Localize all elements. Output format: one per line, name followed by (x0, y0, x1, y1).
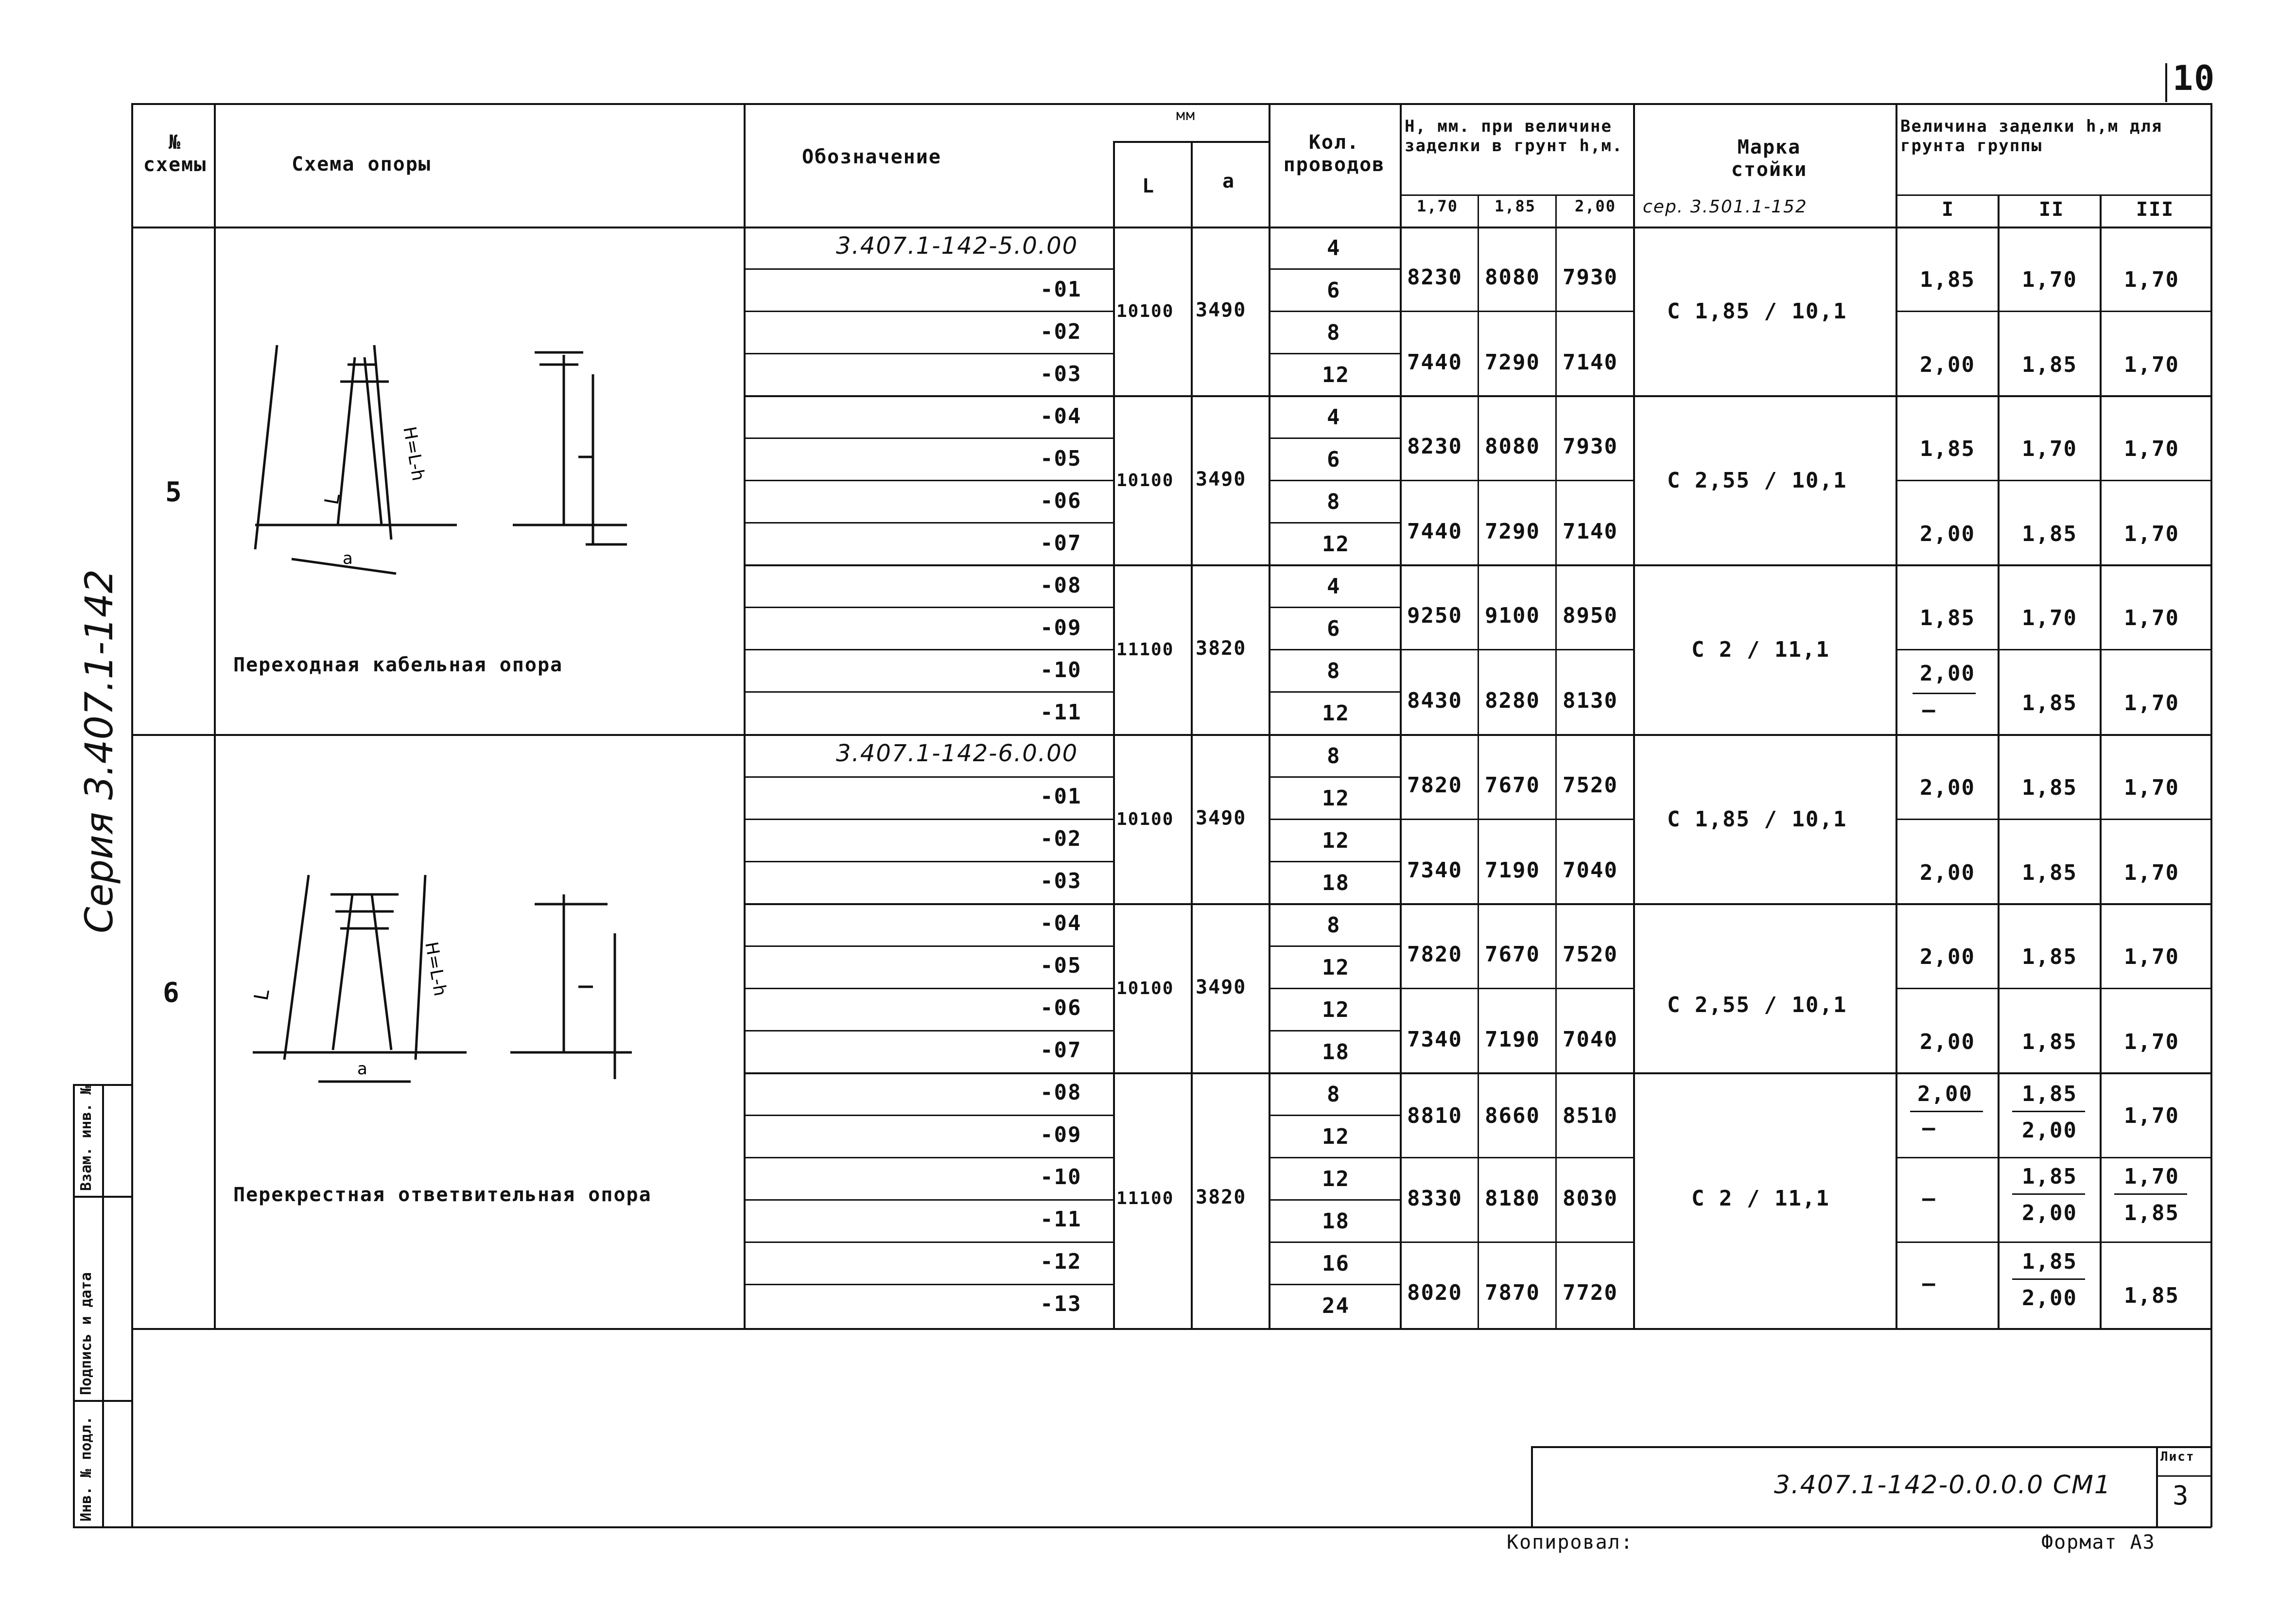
depth-value: 2,00 (1920, 775, 1975, 800)
wires-value: 12 (1322, 828, 1350, 853)
h-value: 7290 (1485, 350, 1540, 375)
stamp-zam: Взам. инв. № (78, 1085, 95, 1191)
dim-a: 3490 (1196, 807, 1247, 829)
designation-suffix: -03 (1040, 362, 1082, 386)
designation-suffix: -08 (1040, 1080, 1082, 1105)
h-value: 8080 (1485, 265, 1540, 290)
wires-value: 12 (1322, 701, 1350, 726)
designation-suffix: -13 (1040, 1292, 1082, 1316)
scheme-6-drawing (224, 865, 661, 1137)
wires-value: 18 (1322, 1040, 1350, 1065)
h-value: 7930 (1563, 434, 1618, 459)
depth-value: 1,85 (2022, 775, 2077, 800)
dim-L: 10100 (1116, 809, 1174, 829)
designation-suffix: -06 (1040, 996, 1082, 1020)
wires-value: 6 (1327, 616, 1341, 641)
depth-value: 2,00 (1920, 522, 1975, 546)
designation-suffix: -04 (1040, 404, 1082, 429)
depth-value: 1,85 (2022, 860, 2077, 885)
depth-value: 1,70 (2124, 522, 2179, 546)
h-value: 8230 (1407, 265, 1462, 290)
depth-dash: — (1922, 1116, 1936, 1140)
depth-dash: — (1922, 1186, 1936, 1211)
h-value: 7040 (1563, 1027, 1618, 1052)
depth-value: 1,85 (1920, 437, 1975, 461)
wires-value: 4 (1327, 236, 1341, 261)
header-group-2: II (2039, 198, 2065, 221)
designation-suffix: -02 (1040, 826, 1082, 851)
h-value: 7140 (1563, 519, 1618, 544)
header-h-185: 1,85 (1495, 197, 1536, 215)
h-value: 8080 (1485, 434, 1540, 459)
depth-value: 2,00 (1917, 1082, 1973, 1106)
wires-value: 6 (1327, 447, 1341, 472)
scheme-number: 6 (163, 977, 180, 1009)
h-value: 8230 (1407, 434, 1462, 459)
document-code: 3.407.1-142-0.0.0.0 СМ1 (1774, 1470, 2111, 1500)
dim-a: 3820 (1196, 637, 1247, 660)
svg-text:H=L-h: H=L-h (399, 425, 429, 483)
wires-value: 8 (1327, 320, 1341, 345)
mark-value: С 2 / 11,1 (1691, 1186, 1830, 1211)
depth-value: 1,70 (2124, 1030, 2179, 1054)
dim-a: 3490 (1196, 976, 1247, 998)
depth-value: 1,85 (2022, 522, 2077, 546)
dim-L: 10100 (1116, 301, 1174, 321)
depth-value: 2,00 (1920, 944, 1975, 969)
wires-value: 12 (1322, 1124, 1350, 1149)
copied-label: Копировал: (1507, 1531, 1634, 1554)
depth-value: 1,85 (2022, 1030, 2077, 1054)
h-value: 7930 (1563, 265, 1618, 290)
depth-dash: — (1922, 1271, 1936, 1296)
designation-suffix: -01 (1040, 277, 1082, 302)
depth-value: 1,70 (2124, 267, 2179, 292)
designation-suffix: -10 (1040, 1165, 1082, 1189)
header-h-170: 1,70 (1417, 197, 1459, 215)
h-value: 7520 (1563, 942, 1618, 967)
depth-value: 1,85 (2022, 691, 2077, 716)
wires-value: 18 (1322, 1209, 1350, 1234)
wires-value: 24 (1322, 1293, 1350, 1318)
h-value: 7820 (1407, 773, 1462, 798)
h-value: 7140 (1563, 350, 1618, 375)
designation-suffix: -07 (1040, 1038, 1082, 1063)
designation-suffix: -05 (1040, 953, 1082, 978)
mark-value: С 2,55 / 10,1 (1667, 468, 1847, 493)
h-value: 8510 (1563, 1103, 1618, 1128)
designation-suffix: -07 (1040, 531, 1082, 556)
svg-text:L: L (320, 491, 345, 507)
wires-value: 12 (1322, 997, 1350, 1022)
stamp-sign: Подпись и дата (78, 1272, 95, 1395)
depth-value: 1,85 (2022, 1082, 2077, 1106)
format-label: Формат А3 (2041, 1531, 2156, 1554)
depth-value: 1,70 (2124, 775, 2179, 800)
depth-value: 1,70 (2124, 352, 2179, 377)
wires-value: 16 (1322, 1251, 1350, 1276)
depth-value: 1,70 (2022, 437, 2077, 461)
wires-value: 8 (1327, 489, 1341, 514)
mark-value: С 1,85 / 10,1 (1667, 807, 1847, 832)
h-value: 8330 (1407, 1186, 1462, 1211)
series-label: Серия 3.407.1-142 (78, 569, 122, 933)
dim-a: 3490 (1196, 299, 1247, 321)
header-L: L (1142, 175, 1155, 197)
header-designation: Обозначение (802, 146, 941, 168)
depth-value: 2,00 (1920, 661, 1975, 686)
h-value: 8030 (1563, 1186, 1618, 1211)
depth-value: 1,85 (2124, 1201, 2179, 1225)
h-value: 7670 (1485, 942, 1540, 967)
header-depth-title: Величина заделки h,м для грунта группы (1900, 117, 2163, 156)
sheet-number-top: 10 (2173, 58, 2216, 98)
designation-suffix: -06 (1040, 489, 1082, 513)
mark-value: С 1,85 / 10,1 (1667, 299, 1847, 324)
h-value: 7870 (1485, 1280, 1540, 1305)
wires-value: 12 (1322, 1167, 1350, 1191)
designation-suffix: -01 (1040, 784, 1082, 809)
wires-value: 8 (1327, 659, 1341, 683)
wires-value: 4 (1327, 574, 1341, 599)
header-mark: Марка стойки (1731, 136, 1808, 181)
h-value: 9100 (1485, 603, 1540, 628)
scheme-number: 5 (165, 476, 183, 508)
h-value: 7720 (1563, 1280, 1618, 1305)
designation-suffix: -05 (1040, 446, 1082, 471)
header-group-1: I (1942, 198, 1955, 221)
header-mark-ref: сер. 3.501.1-152 (1643, 197, 1808, 217)
stamp-inv: Инв. № подл. (78, 1416, 95, 1521)
dim-L: 10100 (1116, 471, 1174, 490)
depth-value: 1,85 (2022, 1164, 2077, 1189)
header-no: № схемы (143, 131, 207, 176)
depth-value: 2,00 (2022, 1201, 2077, 1225)
header-mm: мм (1176, 107, 1196, 124)
designation-suffix: -08 (1040, 573, 1082, 598)
depth-value: 1,85 (2022, 944, 2077, 969)
h-value: 7440 (1407, 519, 1462, 544)
designation-suffix: -12 (1040, 1249, 1082, 1274)
h-value: 8280 (1485, 688, 1540, 713)
h-value: 8020 (1407, 1280, 1462, 1305)
wires-value: 12 (1322, 363, 1350, 387)
header-scheme: Схема опоры (292, 153, 431, 175)
header-group-3: III (2136, 198, 2174, 221)
dim-a: 3490 (1196, 468, 1247, 490)
depth-value: 2,00 (2022, 1286, 2077, 1311)
wires-value: 12 (1322, 532, 1350, 557)
svg-text:a: a (343, 549, 353, 568)
h-value: 8130 (1563, 688, 1618, 713)
h-value: 8660 (1485, 1103, 1540, 1128)
designation-suffix: -11 (1040, 1207, 1082, 1232)
sheet-no: 3 (2173, 1480, 2190, 1511)
wires-value: 18 (1322, 871, 1350, 895)
designation-suffix: -04 (1040, 911, 1082, 936)
scheme-5-drawing (224, 311, 661, 612)
h-value: 7340 (1407, 858, 1462, 883)
h-value: 8180 (1485, 1186, 1540, 1211)
depth-value: 1,70 (2124, 860, 2179, 885)
header-h-title: Н, мм. при величине заделки в грунт h,м. (1405, 117, 1623, 156)
depth-value: 1,85 (2022, 352, 2077, 377)
depth-value: 1,85 (1920, 267, 1975, 292)
h-value: 7820 (1407, 942, 1462, 967)
h-value: 8950 (1563, 603, 1618, 628)
h-value: 7190 (1485, 858, 1540, 883)
wires-value: 12 (1322, 955, 1350, 980)
h-value: 8430 (1407, 688, 1462, 713)
depth-value: 2,00 (2022, 1118, 2077, 1143)
h-value: 7670 (1485, 773, 1540, 798)
h-value: 7520 (1563, 773, 1618, 798)
depth-value: 2,00 (1920, 1030, 1975, 1054)
designation-base: 3.407.1-142-5.0.00 (836, 232, 1078, 260)
scheme-caption: Переходная кабельная опора (233, 654, 563, 676)
depth-value: 1,70 (2124, 1103, 2179, 1128)
depth-value: 1,70 (2124, 437, 2179, 461)
wires-value: 4 (1327, 405, 1341, 430)
h-value: 7440 (1407, 350, 1462, 375)
depth-value: 1,85 (2022, 1249, 2077, 1274)
scheme-caption: Перекрестная ответвительная опора (233, 1184, 652, 1206)
depth-value: 1,70 (2124, 944, 2179, 969)
depth-dash: — (1922, 698, 1936, 722)
designation-suffix: -02 (1040, 319, 1082, 344)
designation-suffix: -09 (1040, 615, 1082, 640)
svg-text:H=L-h: H=L-h (421, 940, 451, 998)
designation-suffix: -03 (1040, 869, 1082, 893)
h-value: 7290 (1485, 519, 1540, 544)
mark-value: С 2,55 / 10,1 (1667, 993, 1847, 1017)
wires-value: 8 (1327, 913, 1341, 938)
svg-text:a: a (357, 1059, 367, 1079)
h-value: 7040 (1563, 858, 1618, 883)
wires-value: 12 (1322, 786, 1350, 811)
dim-L: 11100 (1116, 1189, 1174, 1208)
depth-value: 1,70 (2022, 606, 2077, 630)
depth-value: 1,70 (2124, 1164, 2179, 1189)
designation-suffix: -09 (1040, 1122, 1082, 1147)
depth-value: 1,85 (2124, 1283, 2179, 1308)
h-value: 7340 (1407, 1027, 1462, 1052)
depth-value: 1,70 (2124, 691, 2179, 716)
depth-value: 1,70 (2124, 606, 2179, 630)
h-value: 9250 (1407, 603, 1462, 628)
designation-suffix: -10 (1040, 658, 1082, 682)
header-a: a (1222, 170, 1235, 192)
designation-base: 3.407.1-142-6.0.00 (836, 740, 1078, 767)
header-h-200: 2,00 (1575, 197, 1617, 215)
designation-suffix: -11 (1040, 700, 1082, 725)
depth-value: 1,70 (2022, 267, 2077, 292)
dim-L: 10100 (1116, 979, 1174, 998)
depth-value: 2,00 (1920, 860, 1975, 885)
svg-text:L: L (250, 987, 274, 1002)
wires-value: 8 (1327, 1082, 1341, 1107)
mark-value: С 2 / 11,1 (1691, 637, 1830, 662)
wires-value: 8 (1327, 744, 1341, 769)
header-wires: Кол. проводов (1283, 131, 1385, 176)
sheet-label: Лист (2160, 1450, 2195, 1464)
wires-value: 6 (1327, 278, 1341, 303)
h-value: 7190 (1485, 1027, 1540, 1052)
dim-L: 11100 (1116, 640, 1174, 660)
h-value: 8810 (1407, 1103, 1462, 1128)
depth-value: 1,85 (1920, 606, 1975, 630)
depth-value: 2,00 (1920, 352, 1975, 377)
dim-a: 3820 (1196, 1186, 1247, 1208)
